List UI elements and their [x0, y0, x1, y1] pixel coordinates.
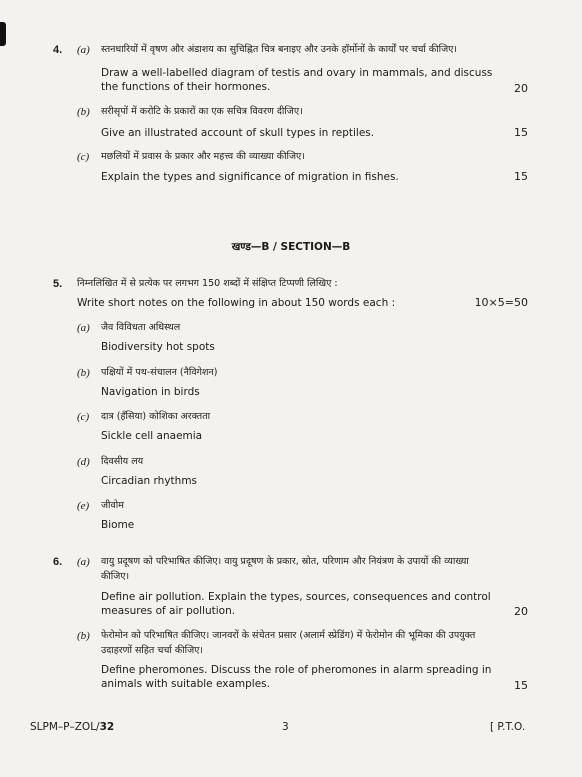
- q6b-hindi-line2: उदाहरणों सहित चर्चा कीजिए।: [101, 645, 204, 656]
- section-heading: खण्ड—B / SECTION—B: [231, 241, 351, 253]
- q5b-hindi: पक्षियों में पथ-संचालन (नैविगेशन): [101, 367, 218, 378]
- q5e-label: (e): [77, 500, 90, 512]
- q5a-hindi: जैव विविधता अधिस्थल: [101, 322, 181, 333]
- q4b-hindi: सरीसृपों में करोटि के प्रकारों का एक सचित्र विवरण दीजिए।: [101, 106, 303, 117]
- q5c-english: Sickle cell anaemia: [101, 430, 203, 442]
- q5c-hindi: दात्र (हँसिया) कोशिका अरक्तता: [101, 411, 211, 422]
- q5-english: Write short notes on the following in about 150 words each :: [77, 297, 396, 309]
- q5d-english: Circadian rhythms: [101, 475, 198, 487]
- q5d-hindi: दिवसीय लय: [101, 456, 144, 467]
- q5b-label: (b): [77, 367, 90, 379]
- q5e-hindi: जीवोम: [101, 500, 124, 511]
- q4c-english: Explain the types and significance of migration in fishes.: [101, 171, 399, 183]
- q6a-label: (a): [77, 556, 90, 568]
- question-6-number: 6.: [53, 556, 63, 568]
- q6b-label: (b): [77, 630, 90, 642]
- q4b-english: Give an illustrated account of skull types in reptiles.: [101, 127, 375, 139]
- q6b-english: Define pheromones. Discuss the role of pheromones in alarm spreading in animals with suitable examples.: [101, 664, 492, 690]
- q5-hindi: निम्नलिखित में से प्रत्येक पर लगभग 150 शब्दों में संक्षिप्त टिप्पणी लिखिए :: [77, 278, 338, 289]
- pto-mark: [ P.T.O.: [490, 721, 526, 733]
- q5c-label: (c): [77, 411, 90, 423]
- q4a-label: (a): [77, 44, 90, 56]
- q4b-marks: 15: [514, 126, 528, 139]
- q4a-marks: 20: [514, 82, 528, 95]
- q6a-marks: 20: [514, 605, 528, 618]
- q4c-hindi: मछलियों में प्रवास के प्रकार और महत्त्व की व्याख्या कीजिए।: [101, 151, 305, 162]
- q4a-hindi: स्तनधारियों में वृषण और अंडाशय का सुचिह्नित चित्र बनाइए और उनके हॉर्मोनों के कार्यों पर चर्चा कीजिए।: [101, 44, 457, 55]
- q6b-hindi-line1: फेरोमोन को परिभाषित कीजिए। जानवरों के संचेतन प्रसार (अलार्म स्प्रेडिंग) में फेरोमोन की भूमिका की उपयुक्त: [101, 630, 476, 641]
- q6a-hindi-line2: कीजिए।: [101, 571, 130, 582]
- q5a-english: Biodiversity hot spots: [101, 341, 215, 353]
- q6a-english: Define air pollution. Explain the types, sources, consequences and control measures of air pollution.: [101, 591, 491, 617]
- question-4-number: 4.: [53, 44, 63, 56]
- q5-marks: 10×5=50: [474, 296, 528, 309]
- page-number: 3: [282, 721, 289, 733]
- q5e-english: Biome: [101, 519, 135, 531]
- paper-code: SLPM–P–ZOL/32: [30, 721, 115, 733]
- q4c-marks: 15: [514, 170, 528, 183]
- question-5-number: 5.: [53, 278, 63, 290]
- binding-edge-mark: [0, 22, 6, 46]
- q5a-label: (a): [77, 322, 90, 334]
- q4c-label: (c): [77, 151, 90, 163]
- q4a-english: Draw a well-labelled diagram of testis and ovary in mammals, and discuss the functions of their hormones.: [101, 67, 493, 93]
- q5b-english: Navigation in birds: [101, 386, 200, 398]
- q4b-label: (b): [77, 106, 90, 118]
- q6b-marks: 15: [514, 679, 528, 692]
- q6a-hindi-line1: वायु प्रदूषण को परिभाषित कीजिए। वायु प्रदूषण के प्रकार, स्रोत, परिणाम और नियंत्रण के उपायों की व्याख्या: [101, 556, 469, 567]
- q5d-label: (d): [77, 456, 90, 468]
